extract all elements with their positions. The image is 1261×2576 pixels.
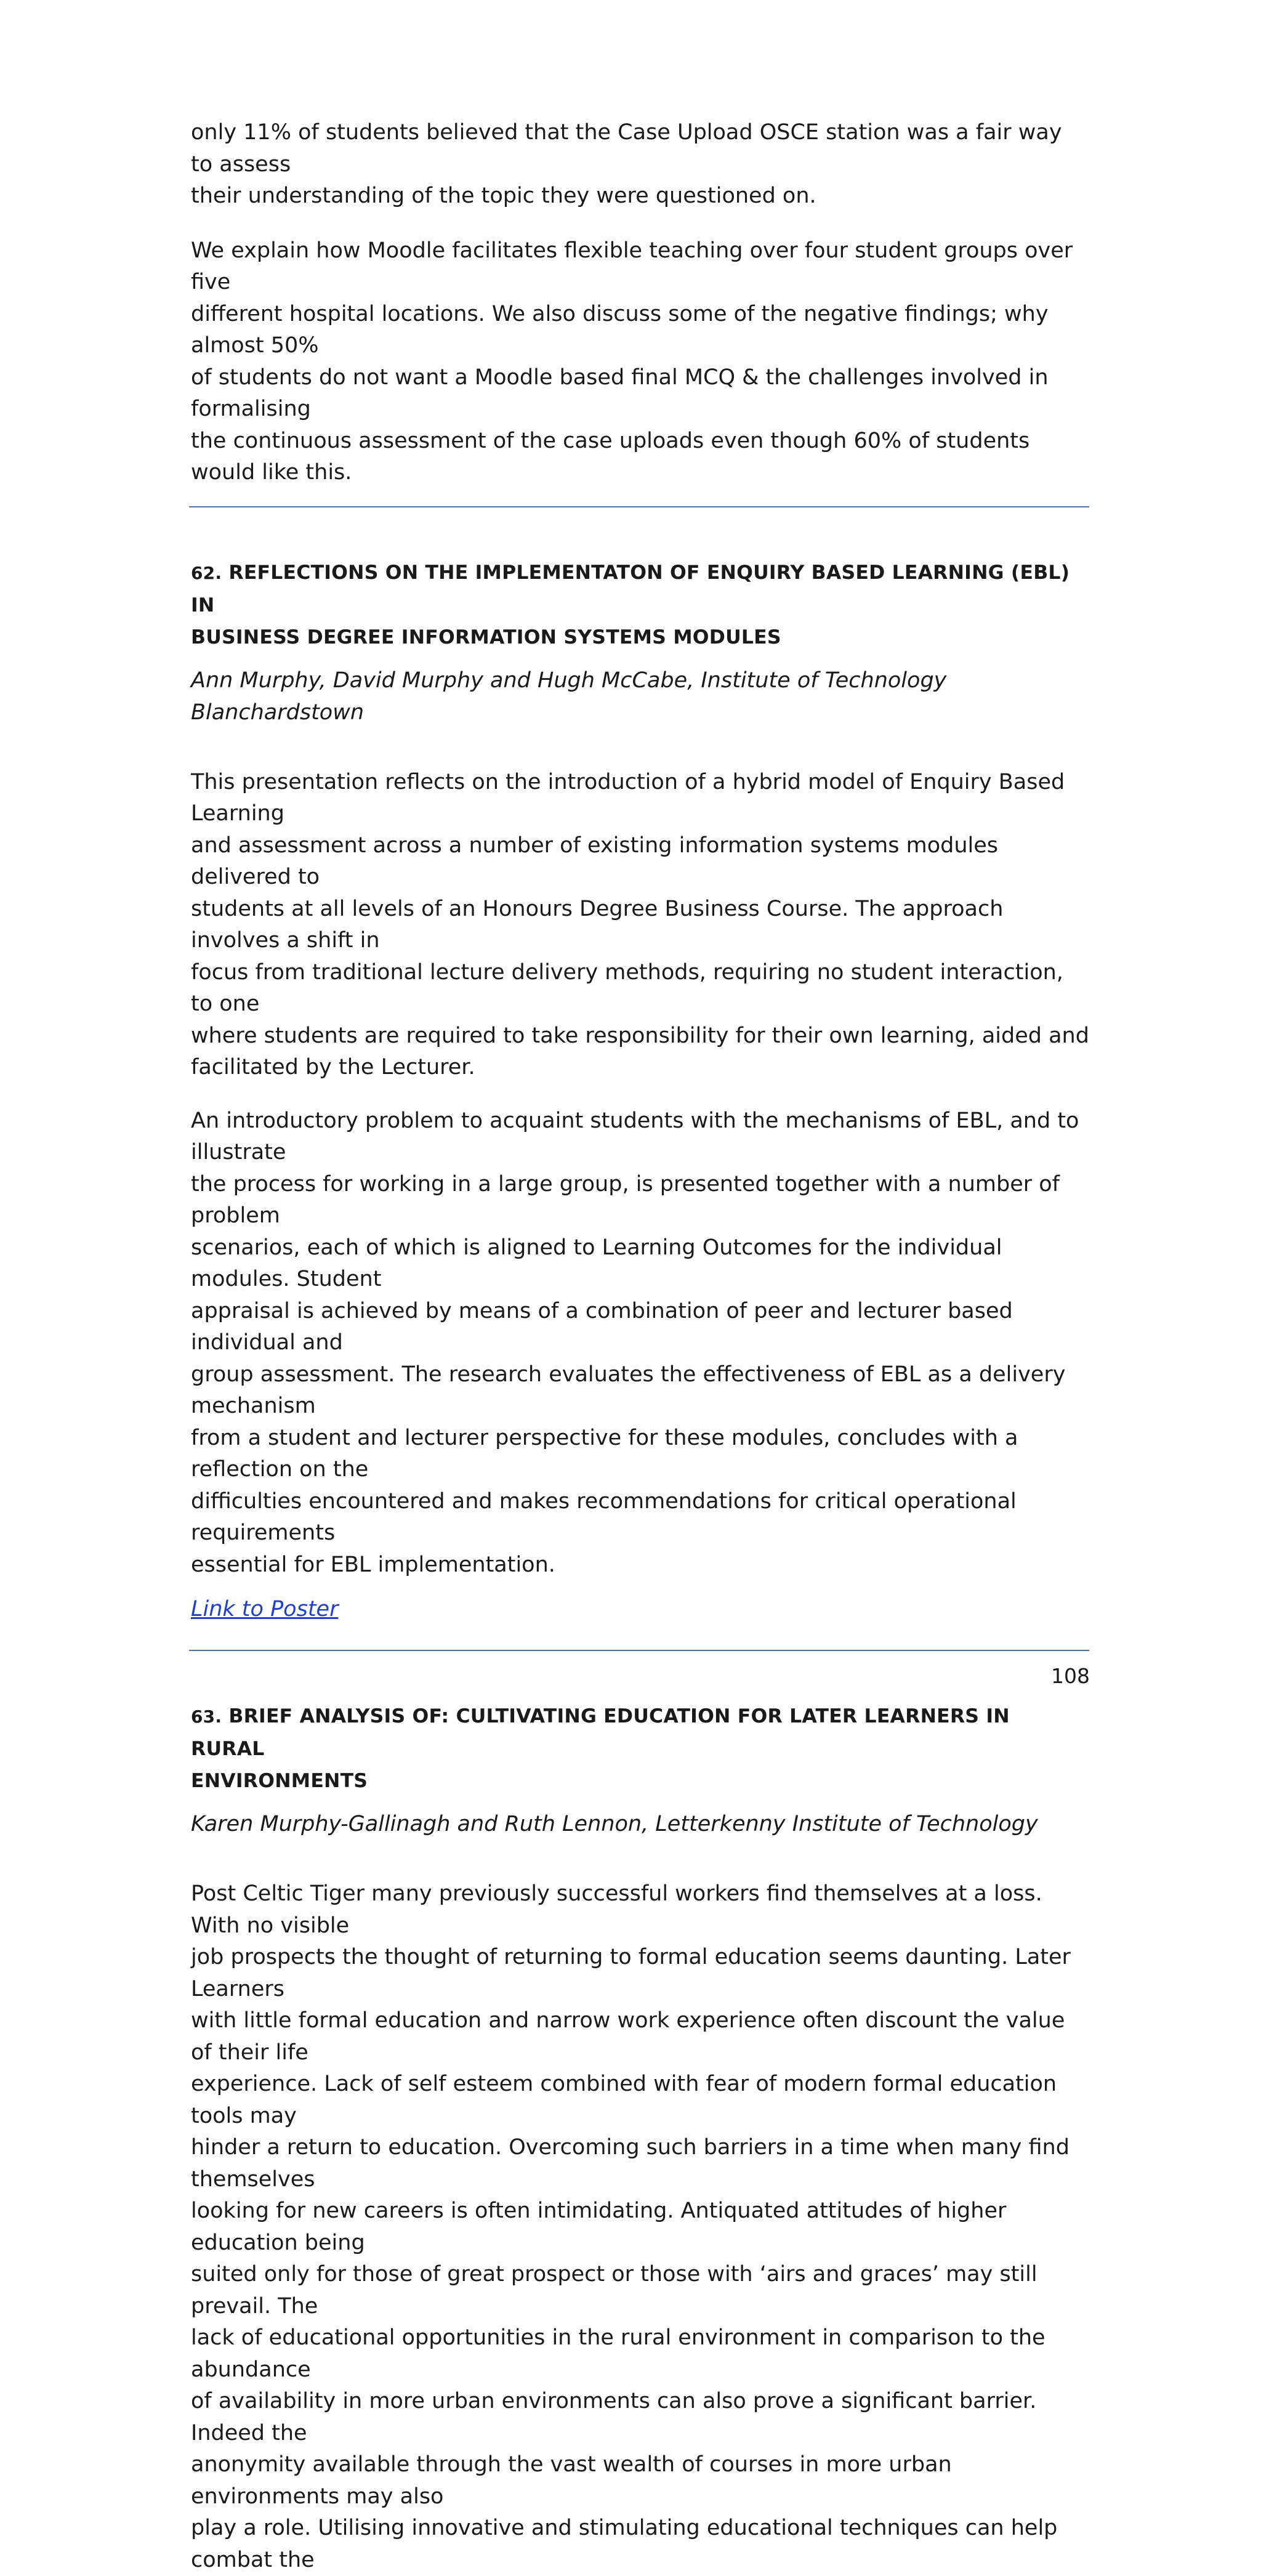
section-63-title: BRIEF ANALYSIS OF: CULTIVATING EDUCATION FOR LATER LEARNERS IN RURAL ENVIRONMENTS (191, 1705, 1010, 1792)
section-62-heading (191, 557, 1090, 653)
link-to-poster[interactable]: Link to Poster (191, 1597, 339, 1621)
section-62-paragraph-1: This presentation reflects on the introduction of a hybrid model of Enquiry Based Learning and assessment across a number of existing information systems modules delivered to students at all levels of an Honours Degree Business Course. The approach involves a shift in focus from traditional lecture delivery methods, requiring no student interaction, to one where students are required to take responsibility for their own learning, aided and facilitated by the Lecturer. (191, 769, 1089, 1080)
intro-paragraph-1: only 11% of students believed that the Case Upload OSCE station was a fair way to assess their understanding of the topic they were questioned on. (191, 120, 1062, 208)
section-63-number: 63. (191, 1706, 222, 1727)
section-63-paragraph-1: Post Celtic Tiger many previously successful workers find themselves at a loss. With no visible job prospects the thought of returning to formal education seems daunting. Later Learners with little formal education and narrow work experience often discount the value of their life experience. Lack of self esteem combined with fear of modern formal education tools may hinder a return to education. Overcoming such barriers in a time when many find themselves looking for new careers is often intimidating. Antiquated attitudes of higher education being suited only for those of great prospect or those with ‘airs and graces’ may still prevail. The lack of educational opportunities in the rural environment in comparison to the abundance of availability in more urban environments can also prove a significant barrier. Indeed the anonymity available through the vast wealth of courses in more urban environments may also play a role. Utilising innovative and stimulating educational techniques can help combat the (191, 1881, 1071, 2572)
section-62-title: REFLECTIONS ON THE IMPLEMENTATON OF ENQUIRY BASED LEARNING (EBL) IN BUSINESS DEGREE INFORMATION SYSTEMS MODULES (191, 561, 1070, 648)
document-page (191, 117, 1090, 2576)
section-63-authors: Karen Murphy-Gallinagh and Ruth Lennon, Letterkenny Institute of Technology (191, 1812, 1038, 1836)
section-62-authors: Ann Murphy, David Murphy and Hugh McCabe, Institute of Technology Blanchardstown (191, 668, 947, 725)
section-62-number: 62. (191, 562, 222, 583)
section-divider (189, 1650, 1089, 1651)
section-63-heading (191, 1700, 1090, 1797)
section-divider (189, 506, 1089, 507)
section-62-paragraph-2: An introductory problem to acquaint students with the mechanisms of EBL, and to illustrate the process for working in a large group, is presented together with a number of problem scenarios, each of which is aligned to Learning Outcomes for the individual modules. Student appraisal is achieved by means of a combination of peer and lecturer based individual and group assessment. The research evaluates the effectiveness of EBL as a delivery mechanism from a student and lecturer perspective for these modules, concludes with a reflection on the difficulties encountered and makes recommendations for critical operational requirements essential for EBL implementation. (191, 1108, 1079, 1577)
page-number: 108 (1051, 1664, 1090, 1688)
intro-paragraph-2: We explain how Moodle facilitates flexible teaching over four student groups over five different hospital locations. We also discuss some of the negative findings; why almost 50% of students do not want a Moodle based final MCQ & the challenges involved in formalising the continuous assessment of the case uploads even though 60% of students would like this. (191, 238, 1073, 485)
